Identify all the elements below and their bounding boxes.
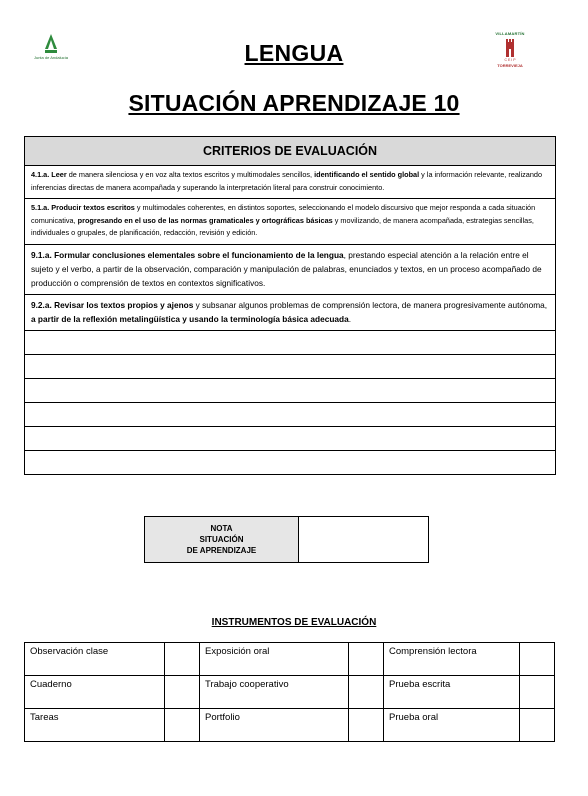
empty-criterion-row[interactable] <box>25 451 555 474</box>
nota-box <box>144 516 429 563</box>
instrument-check-cell[interactable] <box>349 709 384 742</box>
criterion-text: de manera silenciosa y en voz alta textos escritos y multimodales sencillos, <box>66 170 315 179</box>
criterion-bold: identificando el sentido global <box>314 170 420 179</box>
instrument-check-cell[interactable] <box>520 676 555 709</box>
instrument-check-cell[interactable] <box>349 676 384 709</box>
criterion-text: . <box>348 313 352 324</box>
instrument-label: Cuaderno <box>25 676 165 709</box>
instrument-check-cell[interactable] <box>165 676 200 709</box>
criterion-bold: Revisar los textos propios y ajenos <box>54 299 194 310</box>
empty-criterion-row[interactable] <box>25 427 555 451</box>
school-logo-mid-text: C E I P <box>504 58 516 62</box>
empty-criterion-row[interactable] <box>25 403 555 427</box>
subject-title: LENGUA <box>244 40 344 66</box>
school-logo-top-text: VILLAMARTÍN <box>495 31 525 36</box>
criterion-text: y multimodales coherentes, en distintos soportes, seleccionando el modelo discursivo que mejor responda a cada situación comunicativa, <box>31 203 536 225</box>
criterion-row <box>25 295 555 331</box>
table-row <box>25 643 555 676</box>
empty-criterion-row[interactable] <box>25 331 555 355</box>
instrument-label: Tareas <box>25 709 165 742</box>
criterion-text: y subsanar algunos problemas de comprensión lectora, de manera progresivamente autónoma, <box>193 299 548 310</box>
instrument-check-cell[interactable] <box>520 643 555 676</box>
criterion-text: , prestando especial atención a la relación entre el sujeto y el verbo, a partir de la observación, comparación y manipulación de palabras, enunciados y textos, en un proceso acompañado de producción o comprensión de textos en contextos significativos. <box>31 249 542 288</box>
criteria-table <box>24 136 556 475</box>
instrument-label: Prueba oral <box>384 709 520 742</box>
criterion-bold: Formular conclusiones elementales sobre el funcionamiento de la lengua <box>54 249 344 260</box>
criterion-code: 9.2.a. <box>31 299 52 310</box>
criterion-bold: progresando en el uso de las normas gramaticales y ortográficas básicas <box>77 215 333 225</box>
criterion-row <box>25 245 555 295</box>
criterion-row <box>25 199 555 245</box>
criterion-bold: Leer <box>51 170 67 179</box>
instruments-heading: INSTRUMENTOS DE EVALUACIÓN <box>211 617 377 628</box>
table-row <box>25 709 555 742</box>
criterion-code: 4.1.a. <box>31 170 50 179</box>
instrument-label: Observación clase <box>25 643 165 676</box>
criterion-bold: a partir de la reflexión metalingüística y usando la terminología básica adecuada <box>31 313 349 324</box>
criterion-code: 5.1.a. <box>31 203 50 212</box>
instrument-label: Comprensión lectora <box>384 643 520 676</box>
empty-criterion-row[interactable] <box>25 379 555 403</box>
nota-label <box>145 517 299 562</box>
instrument-label: Trabajo cooperativo <box>200 676 349 709</box>
school-logo-bottom-text: TORREVIEJA <box>497 63 523 68</box>
empty-criterion-row[interactable] <box>25 355 555 379</box>
instrument-label: Portfolio <box>200 709 349 742</box>
table-row <box>25 676 555 709</box>
criterion-row <box>25 166 555 199</box>
instruments-table <box>24 642 555 742</box>
instrument-label: Exposición oral <box>200 643 349 676</box>
criterion-bold: Producir textos escritos <box>51 203 135 212</box>
criterion-code: 9.1.a. <box>31 249 52 260</box>
instrument-check-cell[interactable] <box>349 643 384 676</box>
criteria-heading: CRITERIOS DE EVALUACIÓN <box>25 137 555 166</box>
instrument-label: Prueba escrita <box>384 676 520 709</box>
criterion-text: y la información relevante, realizando inferencias directas de manera acompañada y superando la interpretación literal para construir conocimiento. <box>31 170 543 192</box>
situation-title: SITUACIÓN APRENDIZAJE 10 <box>128 90 460 116</box>
nota-label-line: SITUACIÓN <box>199 535 244 544</box>
nota-label-line: DE APRENDIZAJE <box>186 546 257 555</box>
instrument-check-cell[interactable] <box>520 709 555 742</box>
nota-label-line: NOTA <box>210 524 233 533</box>
criterion-text: y movilizando, de manera acompañada, estrategias sencillas, individuales o grupales, de planificación, redacción, revisión y edición. <box>31 215 534 237</box>
instrument-check-cell[interactable] <box>165 643 200 676</box>
instrument-check-cell[interactable] <box>165 709 200 742</box>
logo-left-caption: Junta de Andalucía <box>33 55 69 60</box>
nota-value-field[interactable] <box>299 517 428 562</box>
